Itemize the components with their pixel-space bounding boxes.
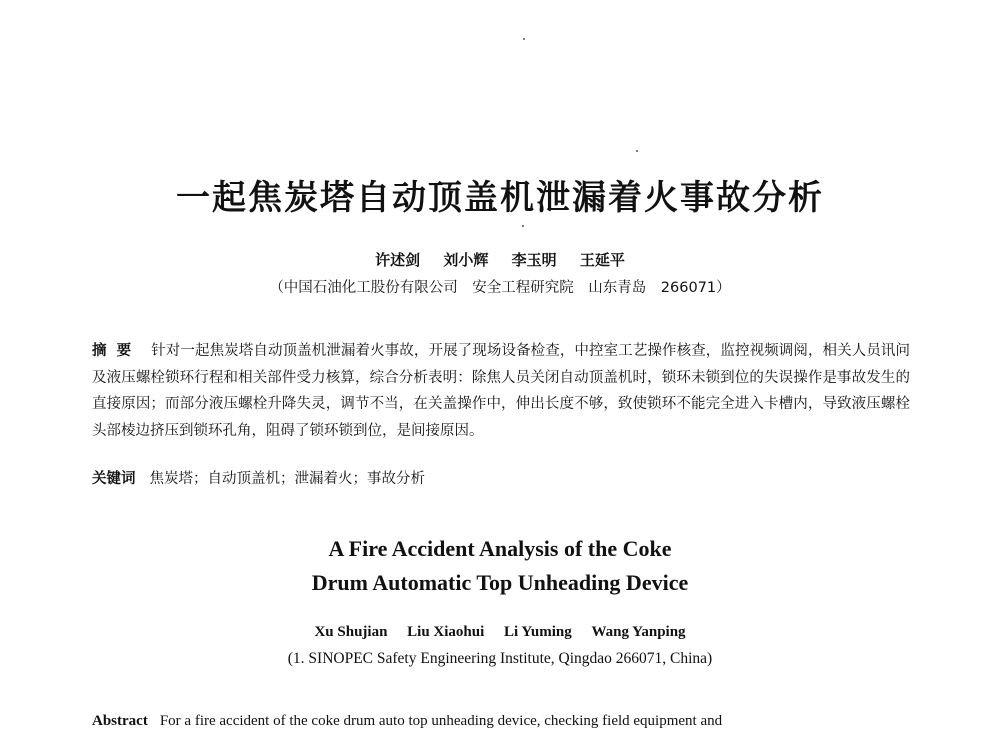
author-list-cn [0, 249, 1000, 270]
author-name: 李玉明 [511, 251, 557, 269]
keywords-cn [92, 466, 910, 492]
decorative-dot [523, 38, 525, 40]
abstract-cn [92, 338, 910, 444]
abstract-text-en: For a fire accident of the coke drum auto top unheading device, checking field equipment and [159, 713, 723, 729]
keywords-label-cn: 关键词 [92, 471, 136, 487]
title-en-line: Drum Automatic Top Unheading Device [311, 570, 689, 595]
paper-title-en [0, 532, 1000, 600]
author-name: Li Yuming [504, 624, 572, 640]
title-en-line: A Fire Accident Analysis of the Coke [328, 536, 672, 561]
decorative-dot [522, 225, 524, 227]
paper-title-cn: 一起焦炭塔自动顶盖机泄漏着火事故分析 [176, 178, 824, 218]
abstract-label-cn: 摘要 [92, 343, 142, 359]
author-name: 王延平 [579, 251, 625, 269]
affiliation-en: (1. SINOPEC Safety Engineering Institute, Qingdao 266071, China) [287, 650, 713, 667]
author-list-en [0, 624, 1000, 641]
abstract-en [92, 710, 910, 732]
author-name: 刘小辉 [443, 251, 489, 269]
keywords-text-cn: 焦炭塔；自动顶盖机；泄漏着火；事故分析 [149, 471, 425, 487]
author-name: Liu Xiaohui [407, 624, 485, 640]
author-name: Xu Shujian [314, 624, 388, 640]
author-name: Wang Yanping [591, 624, 686, 640]
abstract-text-cn: 针对一起焦炭塔自动顶盖机泄漏着火事故，开展了现场设备检查，中控室工艺操作核查，监控视频调阅，相关人员讯问及液压螺栓锁环行程和相关部件受力核算，综合分析表明：除焦人员关闭自动顶盖机时，锁环未锁到位的失误操作是事故发生的直接原因；而部分液压螺栓升降失灵，调节不当，在关盖操作中，伸出长度不够，致使锁环不能完全进入卡槽内，导致液压螺栓头部棱边挤压到锁环孔角，阻碍了锁环锁到位，是间接原因。 [92, 343, 911, 439]
decorative-dot [636, 150, 638, 152]
affiliation-cn: （中国石油化工股份有限公司 安全工程研究院 山东青岛 266071） [269, 280, 731, 296]
abstract-label-en: Abstract [92, 713, 148, 729]
author-name: 许述剑 [375, 251, 421, 269]
